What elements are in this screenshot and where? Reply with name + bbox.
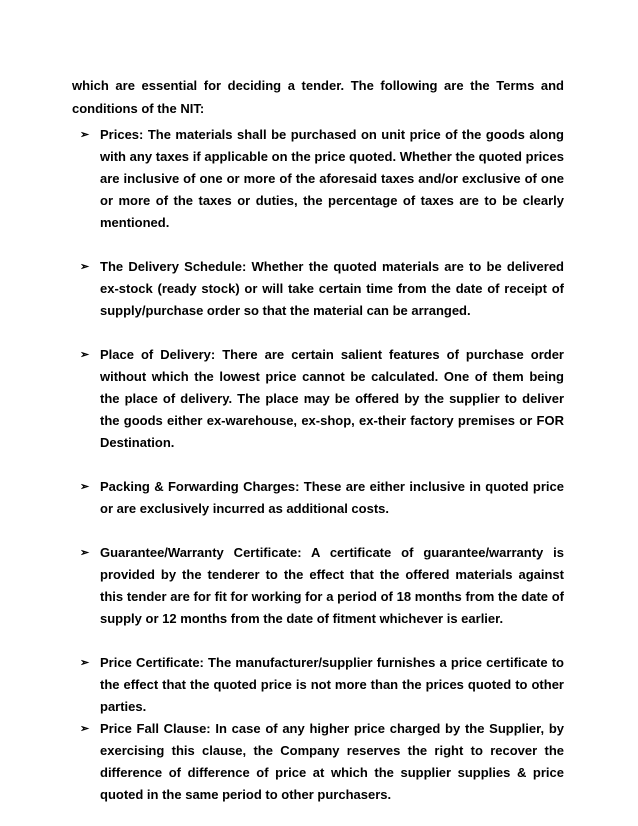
term-text: Guarantee/Warranty Certificate: A certificate of guarantee/warranty is provided by the tenderer to the effect that the offered materials against this tender are for fit for working for a period of 18 months from the date of supply or 12 months from the date of fitment whichever is earlier. <box>100 545 564 626</box>
term-text: The Delivery Schedule: Whether the quoted materials are to be delivered ex-stock (ready stock) or will take certain time from the date of receipt of supply/purchase order so that the material can be arranged. <box>100 259 564 318</box>
arrow-bullet-icon: ➢ <box>80 547 90 559</box>
term-text: Packing & Forwarding Charges: These are either inclusive in quoted price or are exclusively incurred as additional costs. <box>100 479 564 516</box>
term-guarantee-warranty <box>80 542 564 630</box>
arrow-bullet-icon: ➢ <box>80 723 90 735</box>
arrow-bullet-icon: ➢ <box>80 129 90 141</box>
term-packing-forwarding <box>80 476 564 520</box>
term-text: Price Fall Clause: In case of any higher price charged by the Supplier, by exercising this clause, the Company reserves the right to recover the difference of difference of price at which the supplier supplies & price quoted in the same period to other purchasers. <box>100 721 564 802</box>
term-price-certificate <box>80 652 564 718</box>
term-prices <box>80 124 564 234</box>
term-text: Place of Delivery: There are certain salient features of purchase order without which the lowest price cannot be calculated. One of them being the place of delivery. The place may be offered by the supplier to deliver the goods either ex-warehouse, ex-shop, ex-their factory premises or FOR Destination. <box>100 347 564 450</box>
arrow-bullet-icon: ➢ <box>80 261 90 273</box>
term-text: Price Certificate: The manufacturer/supplier furnishes a price certificate to the effect that the quoted price is not more than the prices quoted to other parties. <box>100 655 564 714</box>
term-price-fall-clause <box>80 718 564 806</box>
arrow-bullet-icon: ➢ <box>80 657 90 669</box>
term-delivery-schedule <box>80 256 564 322</box>
arrow-bullet-icon: ➢ <box>80 481 90 493</box>
arrow-bullet-icon: ➢ <box>80 349 90 361</box>
term-place-of-delivery <box>80 344 564 454</box>
intro-paragraph: which are essential for deciding a tender. The following are the Terms and conditions of the NIT: <box>72 78 564 116</box>
term-text: Prices: The materials shall be purchased on unit price of the goods along with any taxes if applicable on the price quoted. Whether the quoted prices are inclusive of one or more of the aforesaid taxes and/or exclusive of one or more of the taxes or duties, the percentage of taxes are to be clearly mentioned. <box>100 127 564 230</box>
terms-list <box>80 124 564 806</box>
